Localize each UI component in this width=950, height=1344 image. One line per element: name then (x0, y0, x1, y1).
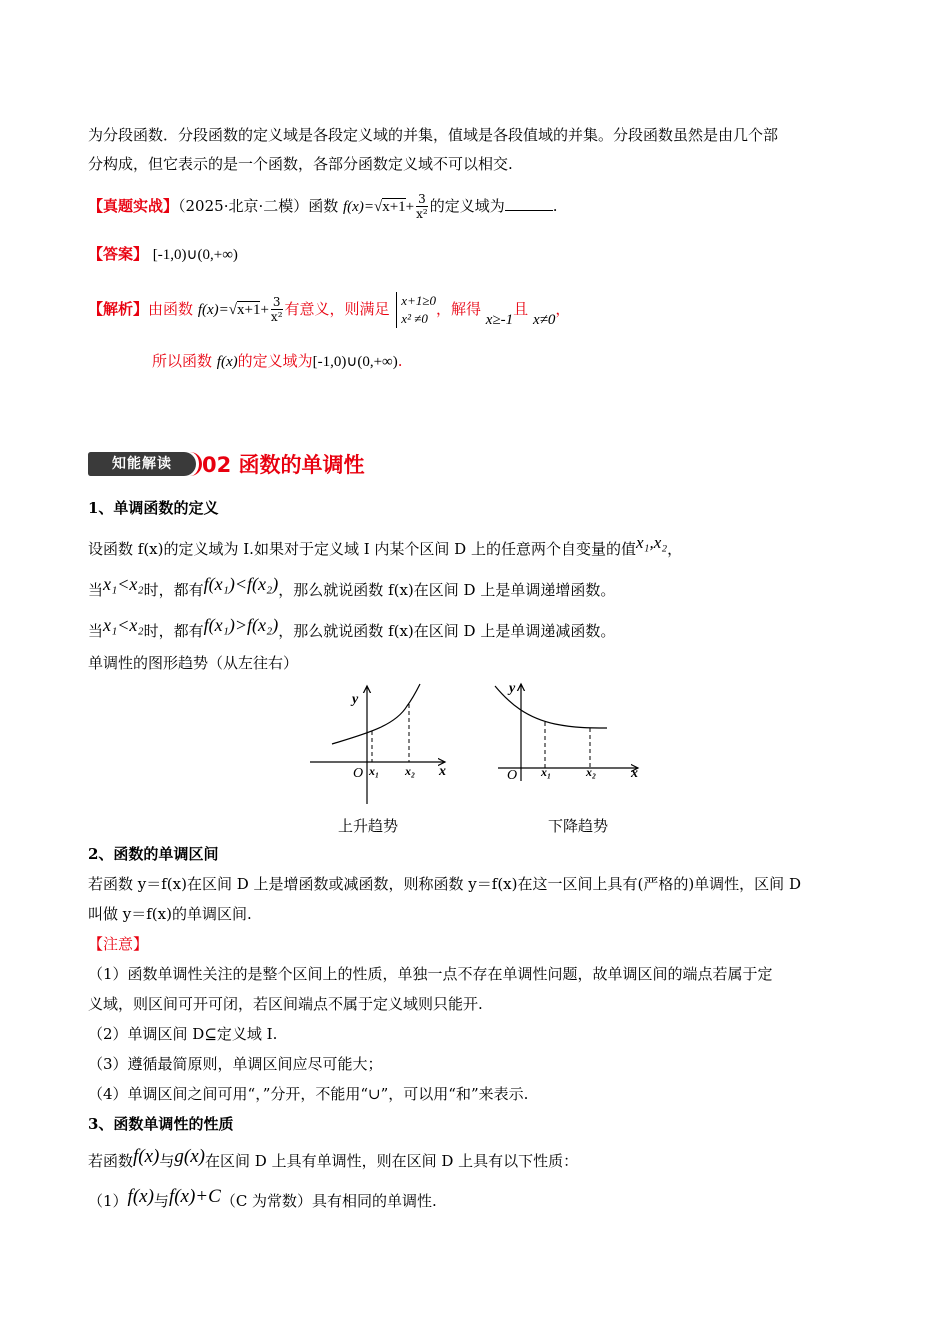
right-caption: 下降趋势 (548, 817, 609, 835)
s1-p3-c: ，那么就说函数 f(x)在区间 D 上是单调递减函数。 (278, 622, 616, 640)
s3-p2-b: 与 (153, 1192, 169, 1210)
exam-func-lhs: f(x)= (343, 199, 374, 215)
increasing-curve (332, 684, 420, 744)
monotonic-graphs (305, 676, 650, 811)
s1-p3 (88, 615, 616, 642)
s1-p3-b: 时，都有 (143, 622, 204, 640)
analysis-func-sqrt: x+1 (236, 302, 261, 318)
exam-frac-den: x² (416, 207, 428, 221)
right-x-label: x (631, 766, 638, 781)
s3-p1-c: 在区间 D 上具有单调性，则在区间 D 上具有以下性质： (205, 1152, 579, 1170)
s3-p2-a: （1） (88, 1192, 128, 1210)
answer-tag: 【答案】 (88, 245, 149, 263)
exam-func-sqrt: x+1 (382, 199, 406, 215)
analysis-line2-end: . (397, 352, 403, 370)
analysis-tag: 【解析】 (88, 300, 149, 318)
s3-p2-fc: f(x)+C (168, 1186, 221, 1207)
s1-p3-cond: x₁<x₂ (103, 615, 144, 635)
right-origin-label: O (507, 768, 518, 783)
s2-p2: 叫做 y＝f(x)的单调区间. (88, 905, 252, 923)
s1-p2-c: ，那么就说函数 f(x)在区间 D 上是单调递增函数。 (278, 581, 616, 599)
sqrt-sign: √ (373, 199, 383, 215)
left-y-label: y (352, 692, 359, 707)
decreasing-graph (495, 681, 638, 783)
exam-fraction (416, 193, 428, 221)
exam-end: . (552, 197, 558, 215)
s3-p2 (88, 1186, 437, 1212)
analysis-fraction (271, 296, 283, 324)
left-x1-label: x₁ (369, 764, 380, 778)
s1-p2-cond: x₁<x₂ (103, 574, 144, 594)
answer-value: [-1,0)∪(0,+∞) (152, 247, 238, 263)
condition-1: x+1≥0 (401, 293, 436, 308)
analysis-line-1 (88, 292, 570, 328)
note-1b: 义域，则区间可开可闭，若区间端点不属于定义域则只能开. (88, 995, 483, 1013)
intro-line-2: 分构成，但它表示的是一个函数，各部分函数定义域不可以相交. (88, 155, 513, 173)
analysis-line2-mid: 的定义域为 (237, 352, 313, 370)
analysis-text4: 且 (513, 300, 529, 318)
note-3: （3）遵循最简原则，单调区间应尽可能大； (88, 1055, 383, 1073)
section-tag: 知能解读 (88, 452, 196, 476)
analysis-line2-text: 所以函数 (152, 352, 213, 370)
left-caption: 上升趋势 (338, 817, 399, 835)
s1-heading: 1、单调函数的定义 (88, 499, 219, 517)
s3-p1-g: g(x) (174, 1146, 205, 1167)
s1-p1 (88, 533, 683, 560)
analysis-line-2 (152, 350, 403, 373)
s1-p2-a: 当 (88, 581, 104, 599)
analysis-comma: ， (555, 300, 571, 318)
increasing-graph (310, 684, 446, 804)
note-1a: （1）函数单调性关注的是整个区间上的性质，单独一点不存在单调性问题，故单调区间的端点若属于定 (88, 965, 773, 983)
note-2: （2）单调区间 D⊆定义域 I. (88, 1025, 278, 1043)
exam-tag: 【真题实战】 (88, 197, 179, 215)
right-x2-label: x₂ (586, 765, 597, 779)
s1-p2 (88, 574, 616, 601)
condition-system (396, 292, 436, 328)
left-x-label: x (439, 764, 446, 779)
exam-frac-num: 3 (418, 192, 426, 206)
s2-heading: 2、函数的单调区间 (88, 845, 219, 863)
left-x2-label: x₂ (405, 764, 416, 778)
s3-p2-f: f(x) (127, 1186, 154, 1207)
exam-plus: + (405, 199, 415, 215)
s1-p3-ineq: f(x₁)>f(x₂) (203, 615, 279, 635)
s3-p1 (88, 1146, 579, 1172)
intro-line-1: 为分段函数．分段函数的定义域是各段定义域的并集，值域是各段值域的并集。分段函数虽然是由几个部 (88, 126, 779, 144)
s3-p1-b: 与 (159, 1152, 175, 1170)
s3-p1-f: f(x) (133, 1146, 160, 1167)
s3-heading: 3、函数单调性的性质 (88, 1115, 234, 1133)
answer (88, 243, 238, 266)
section-title: 02 函数的单调性 (202, 453, 365, 477)
exam-source: （2025·北京·二模）函数 (178, 197, 339, 215)
right-x1-label: x₁ (541, 765, 552, 779)
note-tag: 【注意】 (88, 935, 149, 953)
note-4: （4）单调区间之间可用“，”分开，不能用“∪”，可以用“和”来表示. (88, 1085, 529, 1103)
analysis-frac-den: x² (270, 310, 283, 324)
s1-p3-a: 当 (88, 622, 104, 640)
solution-1: x≥-1 (485, 312, 514, 328)
s1-p1-end: ， (667, 540, 683, 558)
s1-p2-b: 时，都有 (143, 581, 204, 599)
analysis-func-lhs: f(x)= (197, 302, 229, 318)
left-origin-label: O (353, 766, 364, 781)
analysis-sqrt-sign: √ (228, 302, 237, 318)
analysis-plus: + (260, 302, 269, 318)
analysis-frac-num: 3 (272, 295, 281, 309)
exam-problem (88, 193, 558, 221)
answer-blank (505, 196, 553, 211)
analysis-text2: 有意义，则满足 (284, 300, 390, 318)
s1-p1-text: 设函数 f(x)的定义域为 I.如果对于定义域 I 内某个区间 D 上的任意两个自变量的值 (88, 540, 636, 558)
s3-p1-a: 若函数 (88, 1152, 134, 1170)
s3-p2-c: （C 为常数）具有相同的单调性. (220, 1192, 437, 1210)
exam-tail: 的定义域为 (429, 197, 505, 215)
s1-p4: 单调性的图形趋势（从左往右） (88, 654, 299, 672)
analysis-text1: 由函数 (148, 300, 194, 318)
s1-p1-vars: x₁,x₂ (635, 533, 668, 552)
analysis-text3: ，解得 (435, 300, 481, 318)
condition-2: x² ≠0 (401, 311, 428, 326)
solution-2: x≠0 (532, 312, 556, 328)
s2-p1: 若函数 y＝f(x)在区间 D 上是增函数或减函数，则称函数 y＝f(x)在这一区间上具有(严格的)单调性，区间 D (88, 875, 801, 893)
analysis-line2-func: f(x) (216, 354, 238, 370)
right-y-label: y (509, 681, 516, 696)
s1-p2-ineq: f(x₁)<f(x₂) (203, 574, 279, 594)
analysis-line2-value: [-1,0)∪(0,+∞) (312, 354, 398, 370)
